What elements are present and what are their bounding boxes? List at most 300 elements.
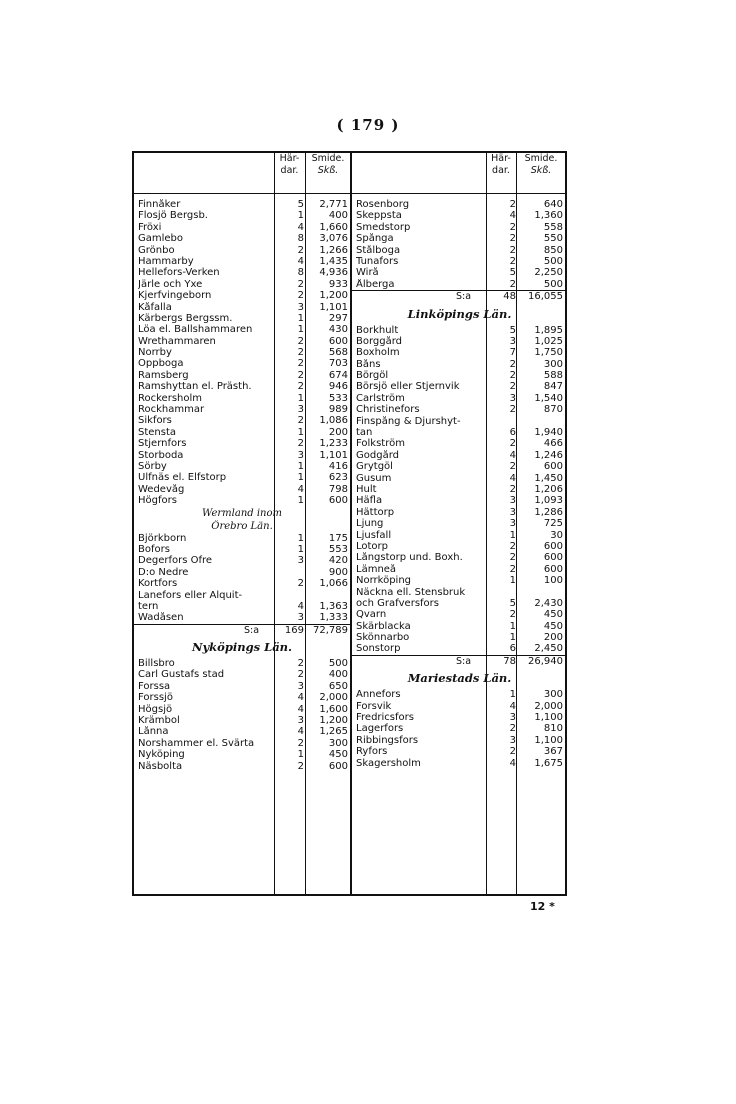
table-row bbox=[352, 416, 567, 427]
hardar-value: 4 bbox=[297, 600, 304, 612]
hardar-value: 3 bbox=[509, 734, 516, 746]
works-name: Wedevåg bbox=[138, 483, 185, 495]
table-row bbox=[352, 450, 567, 461]
smide-value: 200 bbox=[328, 426, 348, 438]
works-name: Wadåsen bbox=[138, 612, 184, 624]
works-name: Ribbingsfors bbox=[356, 734, 419, 746]
table-row bbox=[352, 381, 567, 392]
smide-value: 367 bbox=[543, 746, 563, 758]
page-number: ( 179 ) bbox=[336, 116, 400, 134]
hardar-value: 1 bbox=[297, 392, 304, 404]
works-name: Löa el. Ballshammaren bbox=[138, 324, 253, 336]
smide-value: 1,360 bbox=[534, 210, 563, 222]
smide-value: 550 bbox=[543, 233, 563, 245]
hardar-value: 2 bbox=[509, 746, 516, 758]
smide-value: 500 bbox=[328, 658, 348, 670]
smide-value: 3,076 bbox=[319, 233, 348, 245]
smide-header: Smide. Skß. bbox=[524, 153, 558, 176]
works-name: Hättorp bbox=[356, 506, 395, 518]
hardar-value: 4 bbox=[297, 703, 304, 715]
hardar-value: 4 bbox=[509, 757, 516, 769]
table-row bbox=[352, 689, 567, 700]
smide-value: 1,333 bbox=[319, 612, 348, 624]
smide-value: 420 bbox=[328, 555, 348, 567]
hardar-header: Här- dar. bbox=[279, 153, 300, 176]
smide-value: 600 bbox=[543, 461, 563, 473]
hardar-value: 2 bbox=[297, 658, 304, 670]
works-name: Godgård bbox=[356, 449, 399, 461]
works-name: Häfla bbox=[356, 495, 383, 507]
works-name: Wirå bbox=[356, 267, 379, 279]
hardar-value: 2 bbox=[509, 609, 516, 621]
hardar-value: 2 bbox=[509, 381, 516, 393]
smide-value: 2,430 bbox=[534, 597, 563, 609]
hardar-value: 2 bbox=[509, 221, 516, 233]
smide-value: 100 bbox=[543, 575, 563, 587]
table-row bbox=[134, 726, 350, 737]
signature-mark: 12 * bbox=[530, 900, 555, 913]
smide-value: 1,540 bbox=[534, 392, 563, 404]
works-name: Ljung bbox=[356, 518, 384, 530]
sum-smide: 16,055 bbox=[528, 291, 563, 303]
table-row bbox=[352, 267, 567, 278]
works-name: Sikfors bbox=[138, 415, 172, 427]
subsection-heading bbox=[134, 520, 350, 533]
smide-value: 1,895 bbox=[534, 324, 563, 336]
table-row bbox=[134, 533, 350, 544]
table-row bbox=[352, 347, 567, 358]
hardar-value: 3 bbox=[297, 612, 304, 624]
works-name: Degerfors Öfre bbox=[138, 555, 213, 567]
table-row bbox=[352, 222, 567, 233]
works-name: Kärbergs Bergssm. bbox=[138, 312, 233, 324]
table-row bbox=[134, 290, 350, 301]
hardar-value: 3 bbox=[297, 715, 304, 727]
hardar-value: 3 bbox=[297, 680, 304, 692]
table-row bbox=[134, 601, 350, 612]
smide-value: 1,101 bbox=[319, 301, 348, 313]
hardar-value: 4 bbox=[509, 700, 516, 712]
table-row bbox=[352, 701, 567, 712]
hardar-value: 2 bbox=[297, 244, 304, 256]
works-name: Lotorp bbox=[356, 540, 389, 552]
smide-value: 400 bbox=[328, 210, 348, 222]
smide-value: 2,450 bbox=[534, 643, 563, 655]
table-row bbox=[134, 761, 350, 772]
table-row bbox=[134, 612, 350, 623]
works-name: Högsjö bbox=[138, 703, 173, 715]
table-row bbox=[352, 245, 567, 256]
smide-value: 1,066 bbox=[319, 578, 348, 590]
table-row bbox=[134, 738, 350, 749]
smide-value: 847 bbox=[543, 381, 563, 393]
table-row bbox=[134, 450, 350, 461]
hardar-value: 4 bbox=[297, 692, 304, 704]
table-row bbox=[352, 404, 567, 415]
table-row bbox=[134, 438, 350, 449]
table-row bbox=[352, 723, 567, 734]
smide-value: 600 bbox=[328, 760, 348, 772]
smide-value: 1,675 bbox=[534, 757, 563, 769]
works-name: Näsbolta bbox=[138, 760, 183, 772]
works-name: D:o Nedre bbox=[138, 566, 189, 578]
section-heading bbox=[352, 667, 567, 689]
table-row bbox=[352, 575, 567, 586]
works-name: Kjerfvingeborn bbox=[138, 290, 212, 302]
right-rows bbox=[352, 199, 567, 769]
works-name: Stensta bbox=[138, 426, 177, 438]
works-name: Gusum bbox=[356, 472, 392, 484]
hardar-value: 2 bbox=[297, 415, 304, 427]
smide-value: 297 bbox=[328, 312, 348, 324]
hardar-value: 6 bbox=[509, 427, 516, 439]
hardar-value: 2 bbox=[297, 347, 304, 359]
works-name: Smedstorp bbox=[356, 221, 411, 233]
hardar-value: 2 bbox=[297, 760, 304, 772]
table-row bbox=[352, 279, 567, 290]
works-name: Borkhult bbox=[356, 324, 399, 336]
works-name: Carl Gustafs stad bbox=[138, 669, 225, 681]
sum-hardar: 48 bbox=[503, 291, 516, 303]
hardar-value: 4 bbox=[297, 483, 304, 495]
hardar-value: 4 bbox=[509, 449, 516, 461]
hardar-value: 2 bbox=[297, 335, 304, 347]
sum-smide: 72,789 bbox=[313, 624, 348, 636]
works-name: och Grafversfors bbox=[356, 597, 439, 609]
works-name: Högfors bbox=[138, 495, 177, 507]
smide-value: 533 bbox=[328, 392, 348, 404]
works-name: Ryfors bbox=[356, 746, 388, 758]
works-name: Oppboga bbox=[138, 358, 184, 370]
hardar-value: 3 bbox=[509, 506, 516, 518]
works-name: Norrköping bbox=[356, 575, 412, 587]
hardar-value: 7 bbox=[509, 347, 516, 359]
smide-value: 175 bbox=[328, 532, 348, 544]
table-row bbox=[134, 715, 350, 726]
hardar-value: 5 bbox=[509, 267, 516, 279]
table-row bbox=[134, 669, 350, 680]
table-row bbox=[134, 495, 350, 506]
hardar-value: 2 bbox=[509, 404, 516, 416]
table-row bbox=[352, 473, 567, 484]
smide-value: 946 bbox=[328, 381, 348, 393]
smide-value: 1,233 bbox=[319, 438, 348, 450]
works-name: Näckna ell. Stensbruk bbox=[356, 586, 466, 598]
table-row bbox=[134, 704, 350, 715]
hardar-value: 2 bbox=[509, 278, 516, 290]
header-rule bbox=[352, 193, 567, 194]
hardar-value: 3 bbox=[509, 335, 516, 347]
hardar-value: 1 bbox=[509, 689, 516, 701]
left-rows bbox=[134, 199, 350, 772]
smide-value: 2,000 bbox=[534, 700, 563, 712]
hardar-value: 2 bbox=[509, 540, 516, 552]
smide-value: 200 bbox=[543, 632, 563, 644]
smide-value: 30 bbox=[550, 529, 563, 541]
hardar-value: 5 bbox=[297, 199, 304, 210]
works-name: tan bbox=[356, 427, 373, 439]
hardar-value: 2 bbox=[297, 578, 304, 590]
hardar-value: 4 bbox=[297, 726, 304, 738]
works-name: Rockhammar bbox=[138, 404, 205, 416]
works-name: Qvarn bbox=[356, 609, 387, 621]
works-name: Rosenborg bbox=[356, 199, 410, 210]
smide-value: 1,206 bbox=[534, 483, 563, 495]
smide-value: 1,025 bbox=[534, 335, 563, 347]
table-row bbox=[352, 518, 567, 529]
hardar-value: 4 bbox=[297, 255, 304, 267]
table-row bbox=[352, 587, 567, 598]
smide-value: 1,093 bbox=[534, 495, 563, 507]
works-name: Hult bbox=[356, 483, 377, 495]
smide-value: 1,200 bbox=[319, 290, 348, 302]
table-row bbox=[352, 325, 567, 336]
hardar-value: 1 bbox=[297, 472, 304, 484]
sum-label: S:a bbox=[456, 655, 472, 667]
table-row bbox=[352, 495, 567, 506]
hardar-value: 2 bbox=[509, 199, 516, 210]
section-title: Linköpings Län. bbox=[407, 306, 512, 321]
works-name: Tunafors bbox=[356, 255, 399, 267]
table-row bbox=[134, 324, 350, 335]
works-name: Forssa bbox=[138, 680, 171, 692]
hardar-value: 3 bbox=[297, 555, 304, 567]
table-row bbox=[134, 302, 350, 313]
table-row bbox=[134, 427, 350, 438]
subsection-title: Wermland inom bbox=[202, 507, 282, 519]
smide-value: 1,265 bbox=[319, 726, 348, 738]
hardar-value: 2 bbox=[509, 563, 516, 575]
table-row bbox=[134, 199, 350, 210]
smide-value: 2,771 bbox=[319, 199, 348, 210]
works-name: Norrby bbox=[138, 347, 172, 359]
smide-value: 1,246 bbox=[534, 449, 563, 461]
sum-label: S:a bbox=[456, 291, 472, 303]
table-row bbox=[134, 578, 350, 589]
smide-value: 600 bbox=[328, 495, 348, 507]
hardar-value: 3 bbox=[509, 712, 516, 724]
hardar-value: 1 bbox=[297, 543, 304, 555]
table-row bbox=[352, 632, 567, 643]
hardar-value: 2 bbox=[509, 370, 516, 382]
smide-value: 623 bbox=[328, 472, 348, 484]
works-name: Ramshyttan el. Prästh. bbox=[138, 381, 252, 393]
hardar-value: 2 bbox=[297, 381, 304, 393]
table-row bbox=[352, 712, 567, 723]
works-name: Sonstorp bbox=[356, 643, 401, 655]
works-name: Skärblacka bbox=[356, 620, 411, 632]
sum-row bbox=[134, 624, 350, 636]
works-name: Carlström bbox=[356, 392, 405, 404]
smide-value: 650 bbox=[328, 680, 348, 692]
smide-value: 430 bbox=[328, 324, 348, 336]
table-row bbox=[134, 279, 350, 290]
works-name: Grönbo bbox=[138, 244, 175, 256]
works-name: Storboda bbox=[138, 449, 184, 461]
smide-value: 933 bbox=[328, 278, 348, 290]
hardar-value: 3 bbox=[509, 495, 516, 507]
hardar-value: 1 bbox=[509, 529, 516, 541]
subsection-title: Örebro Län. bbox=[211, 520, 273, 532]
table-row bbox=[352, 621, 567, 632]
works-name: Ålberga bbox=[356, 278, 395, 290]
works-name: Folkström bbox=[356, 438, 405, 450]
table-row bbox=[352, 507, 567, 518]
table-row bbox=[352, 598, 567, 609]
smide-value: 725 bbox=[543, 518, 563, 530]
hardar-value: 3 bbox=[509, 518, 516, 530]
smide-value: 1,286 bbox=[534, 506, 563, 518]
works-name: Rockersholm bbox=[138, 392, 202, 404]
forge-table bbox=[132, 151, 567, 896]
sum-hardar: 78 bbox=[503, 655, 516, 667]
hardar-value: 1 bbox=[297, 426, 304, 438]
table-row bbox=[352, 746, 567, 757]
sum-label: S:a bbox=[244, 624, 260, 636]
hardar-value: 2 bbox=[509, 723, 516, 735]
hardar-value: 2 bbox=[509, 438, 516, 450]
hardar-value: 4 bbox=[509, 210, 516, 222]
smide-value: 600 bbox=[328, 335, 348, 347]
table-row bbox=[352, 541, 567, 552]
works-name: Nyköping bbox=[138, 749, 185, 761]
smide-value: 798 bbox=[328, 483, 348, 495]
smide-header: Smide. Skß. bbox=[311, 153, 345, 176]
smide-value: 300 bbox=[328, 737, 348, 749]
smide-value: 568 bbox=[328, 347, 348, 359]
hardar-value: 5 bbox=[509, 324, 516, 336]
hardar-value: 1 bbox=[509, 620, 516, 632]
works-name: Börsjö eller Stjernvik bbox=[356, 381, 460, 393]
smide-value: 1,100 bbox=[534, 712, 563, 724]
table-row bbox=[134, 358, 350, 369]
works-name: Fredricsfors bbox=[356, 712, 414, 724]
smide-value: 466 bbox=[543, 438, 563, 450]
smide-value: 1,363 bbox=[319, 600, 348, 612]
works-name: Flosjö Bergsb. bbox=[138, 210, 208, 222]
works-name: Lånna bbox=[138, 726, 169, 738]
hardar-value: 2 bbox=[297, 669, 304, 681]
hardar-value: 4 bbox=[297, 221, 304, 233]
works-name: Lagerfors bbox=[356, 723, 404, 735]
table-row bbox=[134, 544, 350, 555]
works-name: Spånga bbox=[356, 233, 394, 245]
hardar-value: 1 bbox=[297, 495, 304, 507]
works-name: Wrethammaren bbox=[138, 335, 216, 347]
works-name: Billsbro bbox=[138, 658, 175, 670]
works-name: Ljusfall bbox=[356, 529, 392, 541]
table-row bbox=[352, 643, 567, 654]
works-name: tern bbox=[138, 600, 159, 612]
table-row bbox=[134, 336, 350, 347]
hardar-value: 6 bbox=[509, 643, 516, 655]
works-name: Grytgöl bbox=[356, 461, 393, 473]
smide-value: 1,600 bbox=[319, 703, 348, 715]
table-row bbox=[352, 233, 567, 244]
table-row bbox=[134, 267, 350, 278]
hardar-value: 3 bbox=[509, 392, 516, 404]
works-name: Kåfalla bbox=[138, 301, 172, 313]
section-title: Mariestads Län. bbox=[407, 671, 512, 686]
smide-value: 1,086 bbox=[319, 415, 348, 427]
table-row bbox=[134, 245, 350, 256]
table-row bbox=[352, 461, 567, 472]
header-rule bbox=[134, 193, 350, 194]
hardar-value: 1 bbox=[509, 632, 516, 644]
table-row bbox=[134, 313, 350, 324]
works-name: Lämneå bbox=[356, 563, 397, 575]
smide-value: 1,100 bbox=[534, 734, 563, 746]
works-name: Norshammer el. Svärta bbox=[138, 737, 255, 749]
hardar-value: 2 bbox=[509, 233, 516, 245]
smide-value: 2,000 bbox=[319, 692, 348, 704]
works-name: Forsvik bbox=[356, 700, 392, 712]
works-name: Finnåker bbox=[138, 199, 181, 210]
table-row bbox=[134, 415, 350, 426]
smide-value: 558 bbox=[543, 221, 563, 233]
works-name: Järle och Yxe bbox=[138, 278, 203, 290]
table-row bbox=[352, 735, 567, 746]
hardar-value: 2 bbox=[297, 290, 304, 302]
table-row bbox=[352, 393, 567, 404]
table-row bbox=[352, 427, 567, 438]
table-row bbox=[134, 658, 350, 669]
hardar-value: 2 bbox=[509, 255, 516, 267]
works-name: Hellefors-Verken bbox=[138, 267, 220, 279]
table-row bbox=[134, 404, 350, 415]
smide-value: 300 bbox=[543, 689, 563, 701]
smide-value: 500 bbox=[543, 255, 563, 267]
smide-value: 416 bbox=[328, 460, 348, 472]
table-row bbox=[352, 530, 567, 541]
works-name: Sörby bbox=[138, 460, 167, 472]
sum-smide: 26,940 bbox=[528, 655, 563, 667]
works-name: Finspång & Djurshyt- bbox=[356, 415, 461, 427]
hardar-value: 2 bbox=[509, 552, 516, 564]
smide-value: 900 bbox=[328, 566, 348, 578]
section-heading bbox=[352, 303, 567, 325]
smide-value: 1,435 bbox=[319, 255, 348, 267]
works-name: Forssjö bbox=[138, 692, 173, 704]
smide-value: 600 bbox=[543, 540, 563, 552]
table-row bbox=[352, 552, 567, 563]
table-row bbox=[352, 336, 567, 347]
table-row bbox=[134, 347, 350, 358]
works-name: Gamlebo bbox=[138, 233, 184, 245]
table-row bbox=[134, 692, 350, 703]
table-row bbox=[134, 381, 350, 392]
smide-value: 600 bbox=[543, 552, 563, 564]
works-name: Båns bbox=[356, 358, 381, 370]
works-name: Bofors bbox=[138, 543, 170, 555]
hardar-value: 3 bbox=[297, 301, 304, 313]
hardar-value: 2 bbox=[509, 461, 516, 473]
works-name: Christinefors bbox=[356, 404, 420, 416]
smide-value: 703 bbox=[328, 358, 348, 370]
works-name: Borggård bbox=[356, 335, 403, 347]
smide-value: 400 bbox=[328, 669, 348, 681]
table-row bbox=[134, 233, 350, 244]
table-row bbox=[134, 484, 350, 495]
sum-hardar: 169 bbox=[284, 624, 304, 636]
works-name: Hammarby bbox=[138, 255, 194, 267]
table-row bbox=[134, 472, 350, 483]
table-row bbox=[352, 210, 567, 221]
table-row bbox=[352, 609, 567, 620]
hardar-value: 2 bbox=[297, 278, 304, 290]
smide-value: 588 bbox=[543, 370, 563, 382]
hardar-value: 1 bbox=[297, 210, 304, 222]
